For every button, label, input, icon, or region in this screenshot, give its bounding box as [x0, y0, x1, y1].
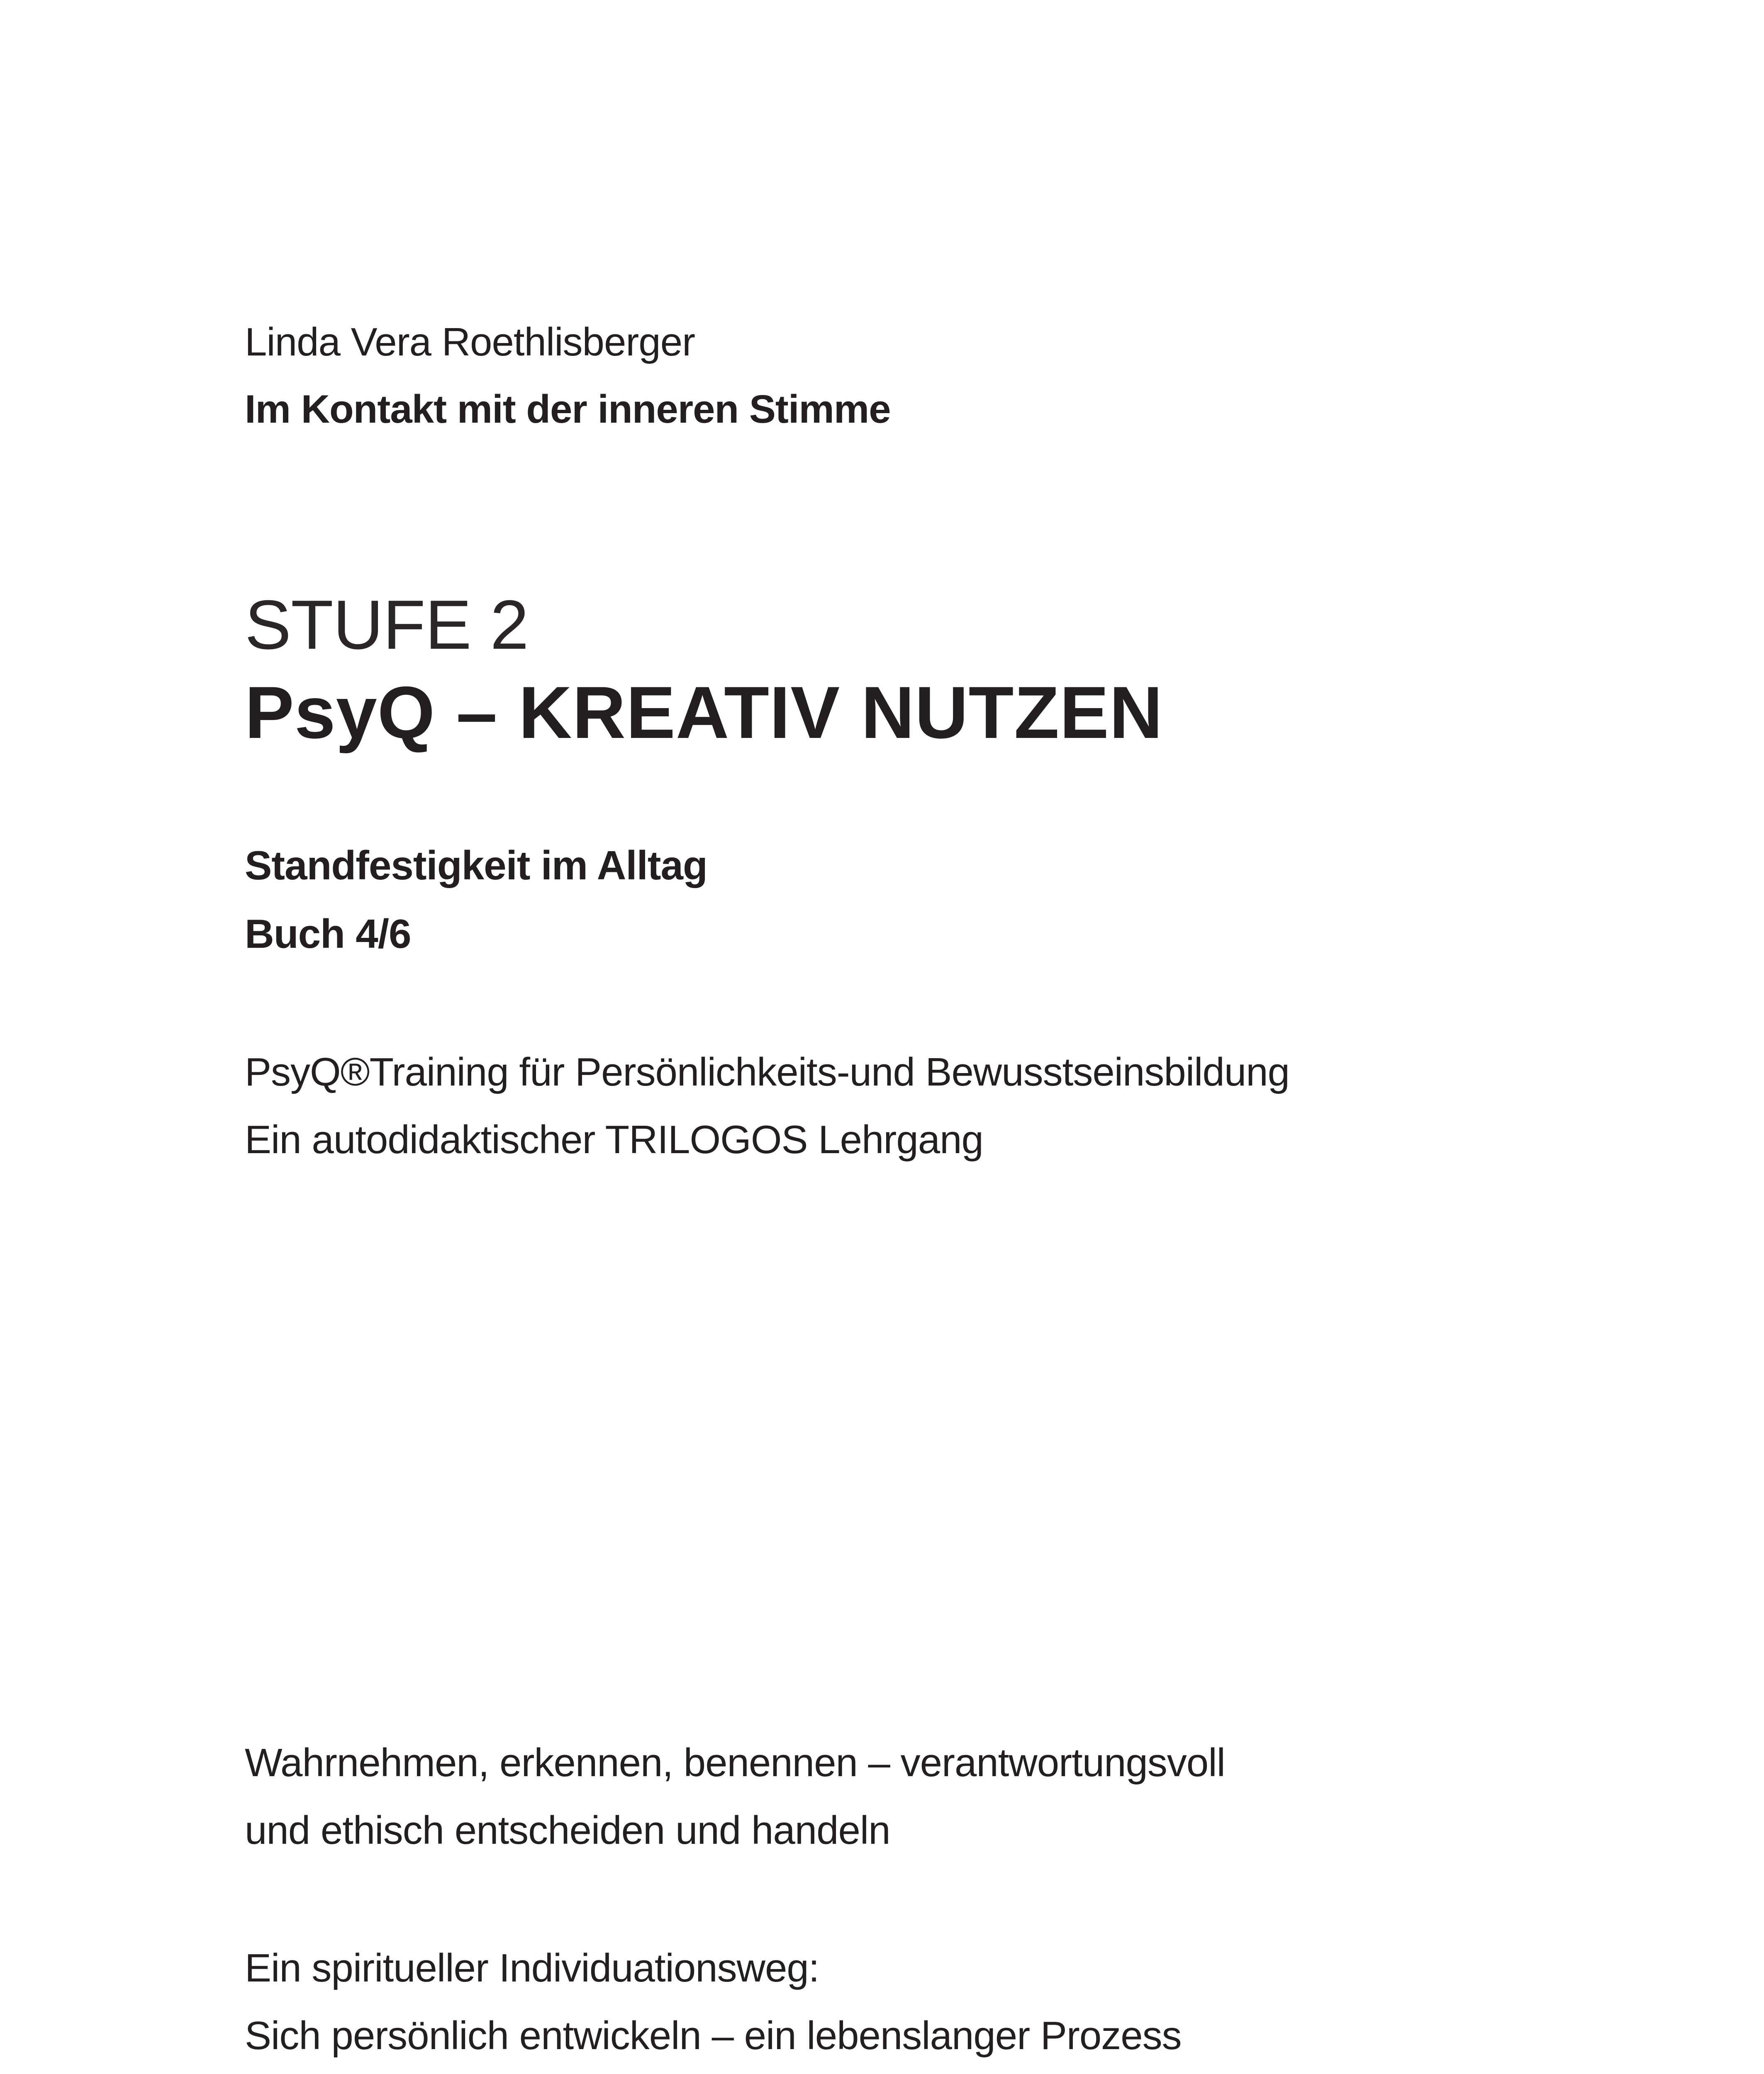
- motto-1-line-1: Wahrnehmen, erkennen, benennen – verantwortungsvoll: [245, 1741, 1225, 1785]
- book-number: Buch 4/6: [245, 911, 411, 957]
- main-title: PsyQ – KREATIV NUTZEN: [245, 671, 1163, 754]
- stage-heading: STUFE 2: [245, 586, 529, 664]
- motto-2-line-1: Ein spiritueller Individuationsweg:: [245, 1946, 819, 1990]
- description-line-2: Ein autodidaktischer TRILOGOS Lehrgang: [245, 1117, 983, 1162]
- author-name: Linda Vera Roethlisberger: [245, 320, 695, 364]
- series-title: Im Kontakt mit der inneren Stimme: [245, 387, 891, 431]
- description-line-1: PsyQ®Training für Persönlichkeits-und Bewusstseinsbildung: [245, 1050, 1290, 1094]
- motto-1-line-2: und ethisch entscheiden und handeln: [245, 1808, 890, 1852]
- subtitle: Standfestigkeit im Alltag: [245, 842, 707, 888]
- motto-2-line-2: Sich persönlich entwickeln – ein lebenslanger Prozess: [245, 2013, 1182, 2058]
